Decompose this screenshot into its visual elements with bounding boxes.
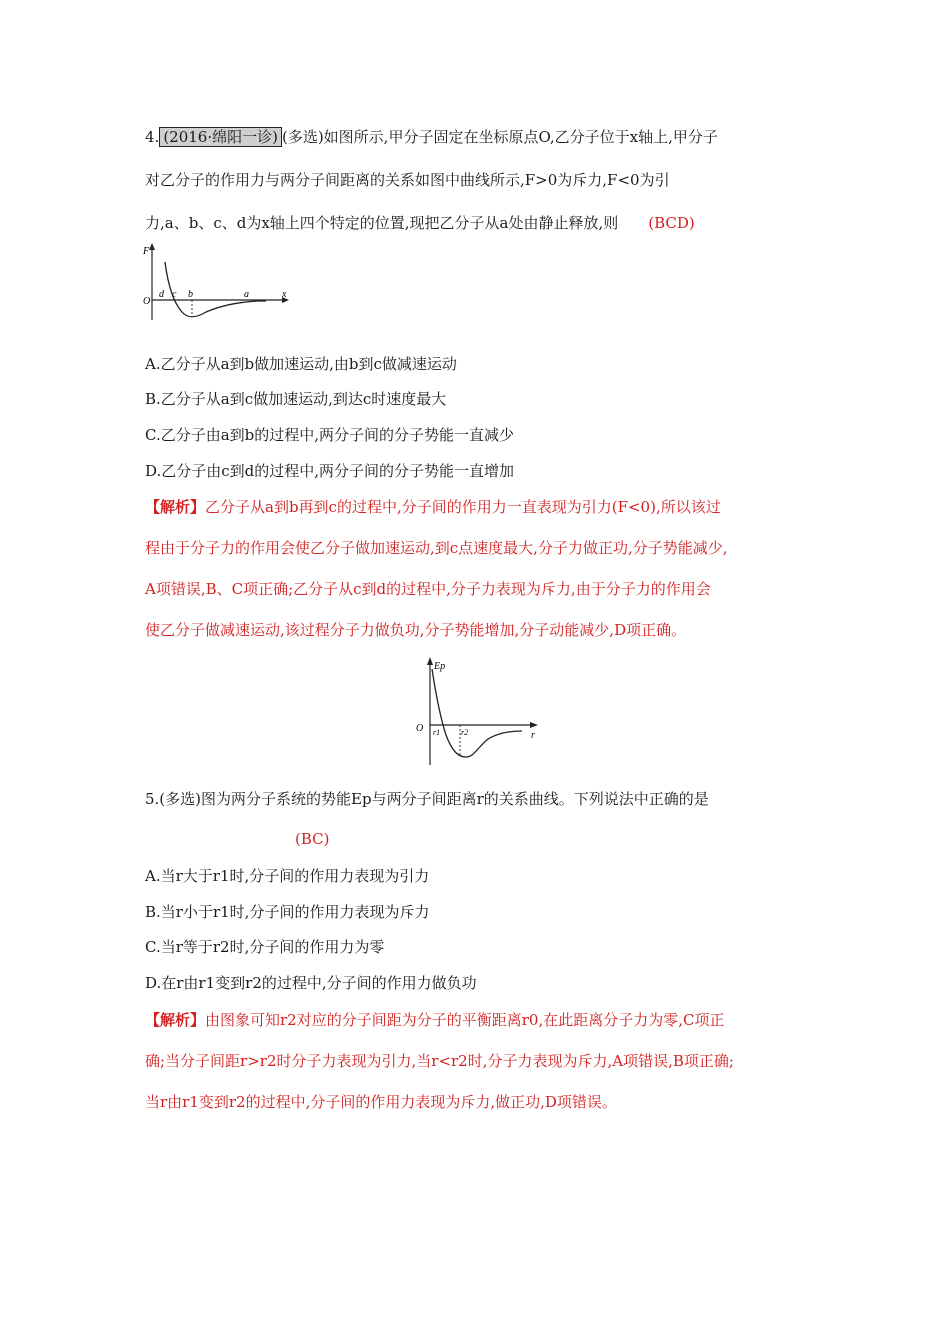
q4-point-c: c <box>172 289 177 300</box>
q4-stem-line-2: 对乙分子的作用力与两分子间距离的关系如图中曲线所示,F>0为斥力,F<0为引 <box>145 171 670 189</box>
q4-option-c: C.乙分子由a到b的过程中,两分子间的分子势能一直减少 <box>145 426 515 444</box>
q5-analysis-line-3: 当r由r1变到r2的过程中,分子间的作用力表现为斥力,做正功,D项错误。 <box>145 1093 617 1111</box>
q4-analysis-text-1: 乙分子从a到b再到c的过程中,分子间的作用力一直表现为引力(F<0),所以该过 <box>205 498 721 516</box>
q4-answer: (BCD) <box>648 214 695 232</box>
q4-point-b: b <box>188 289 193 300</box>
q4-x-axis-label: x <box>282 289 287 300</box>
q4-stem-text-1: (多选)如图所示,甲分子固定在坐标原点O,乙分子位于x轴上,甲分子 <box>281 128 718 146</box>
q5-option-d: D.在r由r1变到r2的过程中,分子间的作用力做负功 <box>145 974 477 992</box>
q4-y-axis-label: F <box>143 246 150 257</box>
q5-answer: (BC) <box>295 830 330 848</box>
q4-analysis-tag: 【解析】 <box>145 498 206 516</box>
q5-r2-label: r2 <box>461 728 469 737</box>
q5-option-c: C.当r等于r2时,分子间的作用力为零 <box>145 938 385 956</box>
q4-option-d: D.乙分子由c到d的过程中,两分子间的分子势能一直增加 <box>145 462 515 480</box>
q4-point-a: a <box>244 289 249 300</box>
q4-point-d: d <box>159 289 164 300</box>
q4-origin-label: O <box>143 296 151 307</box>
q4-stem-line-1 <box>145 127 718 147</box>
q5-origin-label: O <box>416 723 424 734</box>
q4-analysis-line-1 <box>145 497 721 517</box>
q5-option-b: B.当r小于r1时,分子间的作用力表现为斥力 <box>145 903 430 921</box>
q4-force-graph <box>138 240 298 330</box>
q5-y-axis-label: Ep <box>434 661 446 672</box>
q5-analysis-text-1: 由图象可知r2对应的分子间距为分子的平衡距离r0,在此距离分子力为零,C项正 <box>205 1011 725 1029</box>
q4-analysis-line-3: A项错误,B、C项正确;乙分子从c到d的过程中,分子力表现为斥力,由于分子力的作用会 <box>145 580 711 598</box>
q4-number: 4. <box>145 128 160 146</box>
q5-analysis-tag: 【解析】 <box>145 1011 206 1029</box>
q4-stem-line-3 <box>145 213 695 233</box>
q5-x-axis-label: r <box>531 730 535 741</box>
q5-analysis-line-2: 确;当分子间距r>r2时分子力表现为引力,当r<r2时,分子力表现为斥力,A项错误,B项正确; <box>145 1052 734 1070</box>
q5-analysis-line-1 <box>145 1010 724 1030</box>
q4-source-tag: (2016·绵阳一诊) <box>159 127 282 147</box>
q4-option-a: A.乙分子从a到b做加速运动,由b到c做减速运动 <box>145 355 457 373</box>
q5-stem: 5.(多选)图为两分子系统的势能Ep与两分子间距离r的关系曲线。下列说法中正确的是 <box>145 790 709 808</box>
q5-r1-label: r1 <box>433 728 441 737</box>
q5-potential-graph <box>410 655 540 770</box>
q4-option-b: B.乙分子从a到c做加速运动,到达c时速度最大 <box>145 390 447 408</box>
q4-analysis-line-2: 程由于分子力的作用会使乙分子做加速运动,到c点速度最大,分子力做正功,分子势能减少, <box>145 539 728 557</box>
q4-stem-text-3: 力,a、b、c、d为x轴上四个特定的位置,现把乙分子从a处由静止释放,则 <box>145 214 619 232</box>
q4-analysis-line-4: 使乙分子做减速运动,该过程分子力做负功,分子势能增加,分子动能减少,D项正确。 <box>145 621 687 639</box>
q5-option-a: A.当r大于r1时,分子间的作用力表现为引力 <box>145 867 430 885</box>
